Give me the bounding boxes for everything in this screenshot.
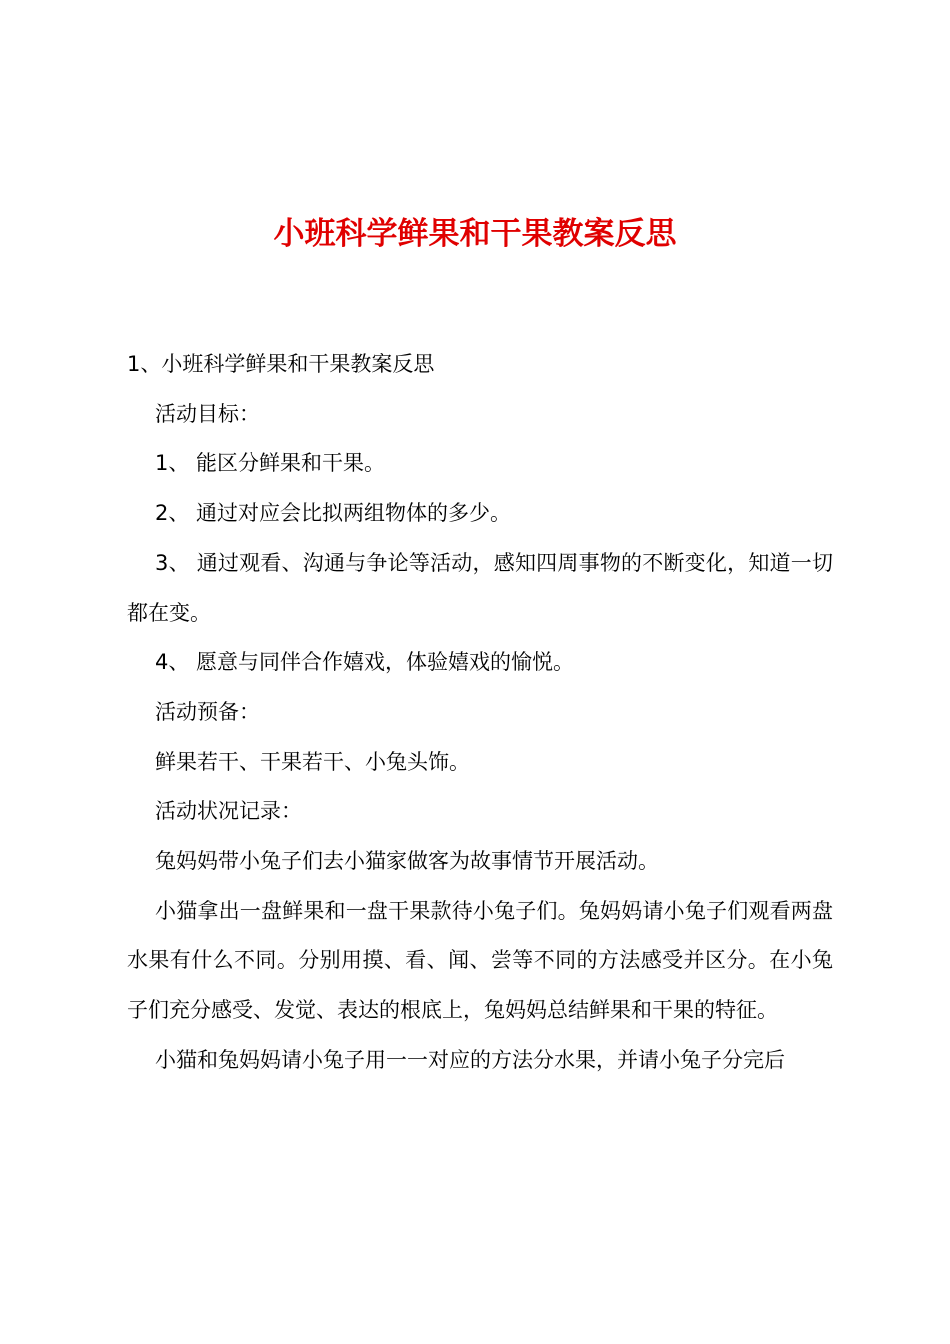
paragraph: 活动预备：: [155, 699, 260, 724]
paragraph: 小猫和兔妈妈请小兔子用一一对应的方法分水果，并请小兔子分完后: [155, 1047, 785, 1072]
document-title: 小班科学鲜果和干果教案反思: [273, 216, 677, 252]
paragraph: 活动状况记录：: [155, 799, 302, 824]
document-body: [127, 340, 833, 1086]
paragraph: 2、 通过对应会比拟两组物体的多少。: [155, 501, 512, 526]
paragraph: 兔妈妈带小兔子们去小猫家做客为故事情节开展活动。: [155, 849, 659, 874]
paragraph: 4、 愿意与同伴合作嬉戏，体验嬉戏的愉悦。: [155, 650, 575, 675]
paragraph: 活动目标：: [155, 401, 260, 426]
paragraph: 1、小班科学鲜果和干果教案反思: [127, 352, 435, 376]
paragraph: 1、 能区分鲜果和干果。: [155, 451, 386, 476]
paragraph: 鲜果若干、干果若干、小兔头饰。: [155, 749, 470, 774]
paragraph: 3、 通过观看、沟通与争论等活动，感知四周事物的不断变化，知道一切都在变。: [127, 550, 833, 625]
paragraph: 小猫拿出一盘鲜果和一盘干果款待小兔子们。兔妈妈请小兔子们观看两盘水果有什么不同。分别用摸、看、闻、尝等不同的方法感受并区分。在小兔子们充分感受、发觉、表达的根底上，兔妈妈总结鲜果和干果的特征。: [127, 898, 833, 1023]
